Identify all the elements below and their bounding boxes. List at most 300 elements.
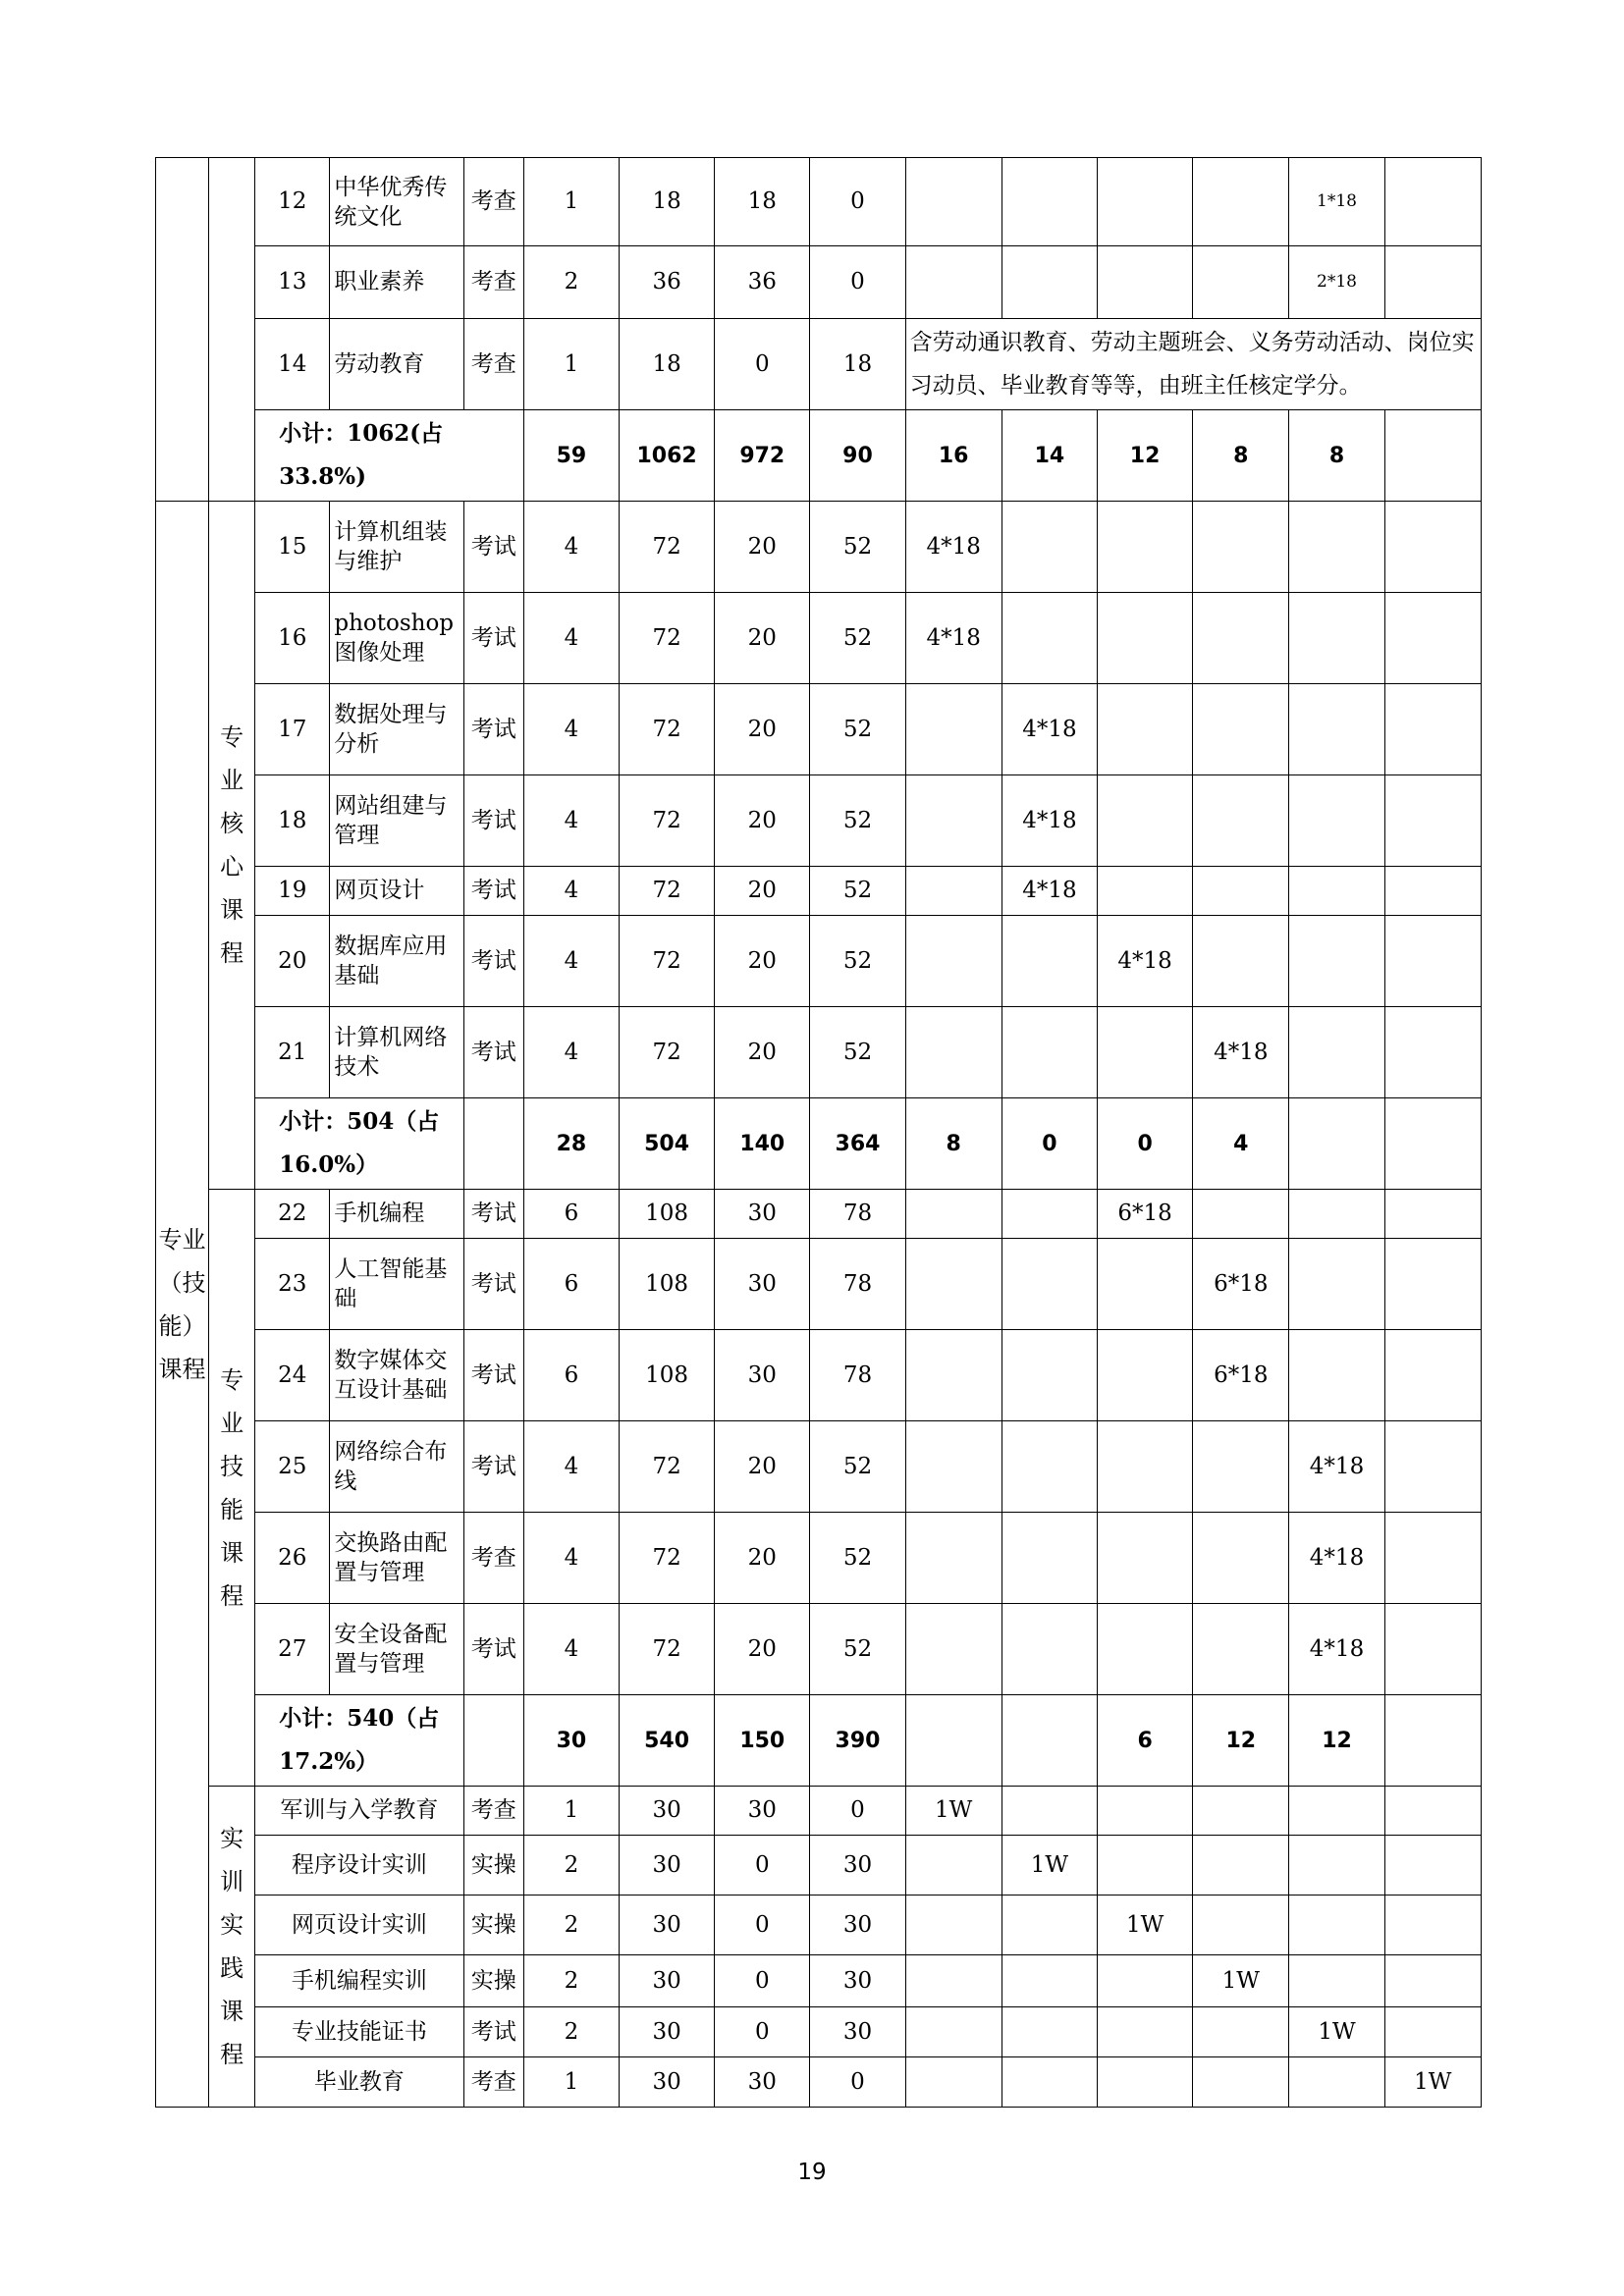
course-number: 20 [255,916,330,1007]
table-row [156,319,1482,410]
credit: 4 [523,867,619,916]
credit: 2 [523,1955,619,2007]
assessment-type: 考查 [463,2057,523,2108]
semester-5: 4*18 [1289,1421,1384,1513]
course-number: 21 [255,1007,330,1098]
semester-5 [1289,1239,1384,1330]
semester-6 [1384,775,1481,867]
semester-4 [1193,1836,1289,1896]
table-row [156,2057,1482,2108]
table-row [156,246,1482,319]
semester-5 [1289,1330,1384,1421]
subtotal-s4: 8 [1193,410,1289,502]
practice-hours: 30 [810,1896,905,1955]
subtotal-s1 [905,1695,1001,1787]
total-hours: 72 [619,1604,714,1695]
semester-4: 4*18 [1193,1007,1289,1098]
semester-6 [1384,158,1481,246]
subtotal-s2: 0 [1001,1098,1097,1190]
credit: 1 [523,2057,619,2108]
assessment-type: 考试 [463,684,523,775]
semester-1 [905,1330,1001,1421]
course-number: 25 [255,1421,330,1513]
semester-5 [1289,2057,1384,2108]
course-name: 军训与入学教育 [255,1787,463,1836]
category-professional: 专业（技能）课程 [156,502,209,2108]
course-name: 数据库应用基础 [330,916,463,1007]
semester-3 [1098,775,1193,867]
theory-hours: 20 [715,593,810,684]
practice-hours: 52 [810,775,905,867]
subtotal-s1: 8 [905,1098,1001,1190]
semester-4 [1193,158,1289,246]
theory-hours: 20 [715,1421,810,1513]
credit: 4 [523,775,619,867]
course-name: 安全设备配置与管理 [330,1604,463,1695]
semester-2 [1001,158,1097,246]
practice-hours: 18 [810,319,905,410]
subtotal-practice: 364 [810,1098,905,1190]
table-row [156,1836,1482,1896]
semester-3: 6*18 [1098,1190,1193,1239]
semester-3 [1098,1955,1193,2007]
group-cell-continued [209,158,255,502]
semester-6 [1384,916,1481,1007]
semester-3 [1098,2057,1193,2108]
semester-2 [1001,2057,1097,2108]
total-hours: 72 [619,593,714,684]
subtotal-s3: 0 [1098,1098,1193,1190]
semester-4 [1193,775,1289,867]
theory-hours: 0 [715,1836,810,1896]
course-number: 22 [255,1190,330,1239]
subtotal-credit: 30 [523,1695,619,1787]
total-hours: 30 [619,1836,714,1896]
practice-hours: 52 [810,684,905,775]
theory-hours: 20 [715,1604,810,1695]
semester-1 [905,775,1001,867]
course-name: 毕业教育 [255,2057,463,2108]
semester-1 [905,916,1001,1007]
semester-2: 4*18 [1001,867,1097,916]
semester-3 [1098,1239,1193,1330]
semester-1 [905,246,1001,319]
subtotal-blank [463,1098,523,1190]
table-row [156,867,1482,916]
assessment-type: 考查 [463,319,523,410]
course-name: photoshop图像处理 [330,593,463,684]
subtotal-label: 小计：504（占16.0%） [255,1098,463,1190]
course-name: 人工智能基础 [330,1239,463,1330]
semester-6 [1384,1955,1481,2007]
course-number: 24 [255,1330,330,1421]
course-name: 中华优秀传统文化 [330,158,463,246]
course-number: 18 [255,775,330,867]
practice-hours: 0 [810,246,905,319]
semester-5 [1289,916,1384,1007]
subtotal-s6 [1384,1098,1481,1190]
semester-4 [1193,1896,1289,1955]
subtotal-s5 [1289,1098,1384,1190]
assessment-type: 考试 [463,1239,523,1330]
theory-hours: 30 [715,1330,810,1421]
total-hours: 72 [619,684,714,775]
theory-hours: 36 [715,246,810,319]
semester-6 [1384,1604,1481,1695]
course-number: 26 [255,1513,330,1604]
semester-1 [905,2057,1001,2108]
total-hours: 72 [619,1421,714,1513]
credit: 4 [523,502,619,593]
theory-hours: 20 [715,502,810,593]
subtotal-label: 小计：1062(占33.8%) [255,410,524,502]
practice-hours: 52 [810,916,905,1007]
semester-3 [1098,1836,1193,1896]
subtotal-practice: 90 [810,410,905,502]
semester-1 [905,158,1001,246]
theory-hours: 20 [715,867,810,916]
semester-3 [1098,867,1193,916]
semester-2 [1001,1330,1097,1421]
semester-5 [1289,1190,1384,1239]
semester-5: 1*18 [1289,158,1384,246]
practice-hours: 52 [810,1421,905,1513]
course-name: 劳动教育 [330,319,463,410]
semester-2 [1001,1787,1097,1836]
assessment-type: 考试 [463,1421,523,1513]
subtotal-s5: 8 [1289,410,1384,502]
semester-2 [1001,916,1097,1007]
assessment-type: 考查 [463,158,523,246]
semester-5 [1289,1007,1384,1098]
semester-5 [1289,1787,1384,1836]
subtotal-total: 1062 [619,410,714,502]
assessment-type: 考试 [463,502,523,593]
semester-4: 1W [1193,1955,1289,2007]
semester-3 [1098,1421,1193,1513]
credit: 4 [523,1007,619,1098]
semester-3 [1098,2007,1193,2057]
theory-hours: 18 [715,158,810,246]
subtotal-s4: 4 [1193,1098,1289,1190]
semester-2 [1001,1239,1097,1330]
practice-hours: 52 [810,1513,905,1604]
semester-2 [1001,1513,1097,1604]
semester-4 [1193,1604,1289,1695]
semester-6 [1384,1330,1481,1421]
assessment-type: 考试 [463,593,523,684]
total-hours: 72 [619,1513,714,1604]
course-number: 12 [255,158,330,246]
total-hours: 72 [619,916,714,1007]
course-name: 网页设计 [330,867,463,916]
semester-1: 4*18 [905,502,1001,593]
practice-hours: 52 [810,1604,905,1695]
semester-6 [1384,1836,1481,1896]
credit: 4 [523,1604,619,1695]
total-hours: 36 [619,246,714,319]
theory-hours: 30 [715,2057,810,2108]
semester-6 [1384,246,1481,319]
table-row [156,158,1482,246]
semester-6 [1384,1190,1481,1239]
semester-1 [905,1239,1001,1330]
semester-3 [1098,246,1193,319]
semester-4 [1193,1787,1289,1836]
practice-hours: 52 [810,502,905,593]
course-number: 16 [255,593,330,684]
semester-6 [1384,1513,1481,1604]
table-row [156,775,1482,867]
theory-hours: 20 [715,775,810,867]
course-name: 程序设计实训 [255,1836,463,1896]
semester-1 [905,1513,1001,1604]
credit: 4 [523,916,619,1007]
table-row [156,1604,1482,1695]
course-number: 27 [255,1604,330,1695]
total-hours: 108 [619,1330,714,1421]
semester-2: 4*18 [1001,684,1097,775]
credit: 6 [523,1239,619,1330]
theory-hours: 0 [715,2007,810,2057]
semester-4 [1193,502,1289,593]
course-name: 数据处理与分析 [330,684,463,775]
credit: 4 [523,593,619,684]
table-row [156,1190,1482,1239]
page-number: 19 [797,2160,827,2185]
theory-hours: 30 [715,1239,810,1330]
semester-5: 1W [1289,2007,1384,2057]
semester-1 [905,1896,1001,1955]
semester-5: 2*18 [1289,246,1384,319]
total-hours: 18 [619,158,714,246]
semester-2 [1001,593,1097,684]
table-row [156,1513,1482,1604]
subtotal-s6 [1384,410,1481,502]
semester-5 [1289,684,1384,775]
assessment-type: 考查 [463,246,523,319]
course-number: 17 [255,684,330,775]
semester-1 [905,2007,1001,2057]
semester-4 [1193,1513,1289,1604]
semester-6 [1384,1239,1481,1330]
semester-5 [1289,1836,1384,1896]
semester-3 [1098,593,1193,684]
semester-1 [905,1836,1001,1896]
semester-2 [1001,246,1097,319]
table-row [156,502,1482,593]
practice-hours: 78 [810,1190,905,1239]
semester-2 [1001,1007,1097,1098]
semester-5: 4*18 [1289,1513,1384,1604]
subtotal-s1: 16 [905,410,1001,502]
semester-6 [1384,1896,1481,1955]
table-row [156,1239,1482,1330]
table-row [156,1007,1482,1098]
semester-3: 1W [1098,1896,1193,1955]
table-row [156,684,1482,775]
total-hours: 108 [619,1239,714,1330]
subtotal-theory: 972 [715,410,810,502]
semester-4 [1193,916,1289,1007]
semester-1: 1W [905,1787,1001,1836]
theory-hours: 0 [715,319,810,410]
semester-6 [1384,867,1481,916]
theory-hours: 20 [715,684,810,775]
subtotal-credit: 59 [523,410,619,502]
semester-1 [905,1421,1001,1513]
assessment-type: 考试 [463,775,523,867]
category-cell-continued [156,158,209,502]
course-name: 网页设计实训 [255,1896,463,1955]
course-name: 专业技能证书 [255,2007,463,2057]
semester-4 [1193,867,1289,916]
semester-3 [1098,1330,1193,1421]
theory-hours: 30 [715,1190,810,1239]
course-number: 14 [255,319,330,410]
table-row [156,1787,1482,1836]
semester-2 [1001,1604,1097,1695]
course-number: 19 [255,867,330,916]
group-core-courses: 专业核心课程 [209,502,255,1190]
credit: 6 [523,1190,619,1239]
total-hours: 30 [619,1955,714,2007]
semester-5 [1289,775,1384,867]
semester-5 [1289,1955,1384,2007]
semester-6 [1384,1007,1481,1098]
assessment-type: 考试 [463,1007,523,1098]
semester-6 [1384,2007,1481,2057]
semester-3 [1098,1604,1193,1695]
practice-hours: 0 [810,1787,905,1836]
semester-4 [1193,2057,1289,2108]
table-row [156,1955,1482,2007]
assessment-type: 实操 [463,1955,523,2007]
subtotal-row [156,1098,1482,1190]
credit: 6 [523,1330,619,1421]
semester-2 [1001,1896,1097,1955]
practice-hours: 30 [810,1955,905,2007]
subtotal-row [156,410,1482,502]
subtotal-total: 540 [619,1695,714,1787]
table-row [156,1421,1482,1513]
practice-hours: 30 [810,1836,905,1896]
semester-4 [1193,1190,1289,1239]
semester-6: 1W [1384,2057,1481,2108]
semester-2 [1001,2007,1097,2057]
group-practice-courses: 实训实践课程 [209,1787,255,2108]
course-name: 手机编程实训 [255,1955,463,2007]
credit: 1 [523,158,619,246]
practice-hours: 52 [810,593,905,684]
subtotal-s3: 6 [1098,1695,1193,1787]
semester-1 [905,1190,1001,1239]
course-schedule-table [155,157,1482,2108]
semester-2 [1001,1955,1097,2007]
semester-1 [905,867,1001,916]
course-note: 含劳动通识教育、劳动主题班会、义务劳动活动、岗位实习动员、毕业教育等等，由班主任核定学分。 [905,319,1481,410]
semester-3 [1098,1787,1193,1836]
course-number: 13 [255,246,330,319]
semester-1 [905,684,1001,775]
subtotal-row [156,1695,1482,1787]
theory-hours: 20 [715,1513,810,1604]
theory-hours: 0 [715,1955,810,2007]
semester-4: 6*18 [1193,1239,1289,1330]
table-row [156,1330,1482,1421]
credit: 4 [523,684,619,775]
assessment-type: 考试 [463,1330,523,1421]
course-name: 数字媒体交互设计基础 [330,1330,463,1421]
semester-1: 4*18 [905,593,1001,684]
credit: 2 [523,1836,619,1896]
subtotal-s4: 12 [1193,1695,1289,1787]
assessment-type: 考试 [463,2007,523,2057]
total-hours: 18 [619,319,714,410]
assessment-type: 考试 [463,867,523,916]
practice-hours: 0 [810,2057,905,2108]
semester-4 [1193,2007,1289,2057]
semester-5: 4*18 [1289,1604,1384,1695]
subtotal-credit: 28 [523,1098,619,1190]
assessment-type: 考试 [463,1190,523,1239]
assessment-type: 实操 [463,1896,523,1955]
semester-1 [905,1007,1001,1098]
course-name: 网站组建与管理 [330,775,463,867]
semester-5 [1289,502,1384,593]
semester-6 [1384,684,1481,775]
subtotal-s3: 12 [1098,410,1193,502]
practice-hours: 78 [810,1330,905,1421]
semester-6 [1384,1787,1481,1836]
semester-3 [1098,502,1193,593]
subtotal-s5: 12 [1289,1695,1384,1787]
total-hours: 30 [619,1787,714,1836]
subtotal-practice: 390 [810,1695,905,1787]
practice-hours: 52 [810,1007,905,1098]
total-hours: 72 [619,867,714,916]
total-hours: 30 [619,1896,714,1955]
semester-3 [1098,1007,1193,1098]
assessment-type: 考查 [463,1513,523,1604]
theory-hours: 20 [715,916,810,1007]
credit: 2 [523,1896,619,1955]
practice-hours: 0 [810,158,905,246]
assessment-type: 实操 [463,1836,523,1896]
total-hours: 30 [619,2007,714,2057]
semester-4 [1193,246,1289,319]
course-number: 23 [255,1239,330,1330]
semester-1 [905,1955,1001,2007]
semester-4: 6*18 [1193,1330,1289,1421]
semester-5 [1289,867,1384,916]
course-name: 计算机组装与维护 [330,502,463,593]
total-hours: 108 [619,1190,714,1239]
semester-4 [1193,593,1289,684]
subtotal-theory: 140 [715,1098,810,1190]
course-number: 15 [255,502,330,593]
subtotal-total: 504 [619,1098,714,1190]
semester-2 [1001,1190,1097,1239]
semester-2: 1W [1001,1836,1097,1896]
theory-hours: 30 [715,1787,810,1836]
semester-6 [1384,502,1481,593]
semester-3 [1098,158,1193,246]
semester-3 [1098,1513,1193,1604]
table-row [156,1896,1482,1955]
semester-5 [1289,593,1384,684]
subtotal-s2: 14 [1001,410,1097,502]
